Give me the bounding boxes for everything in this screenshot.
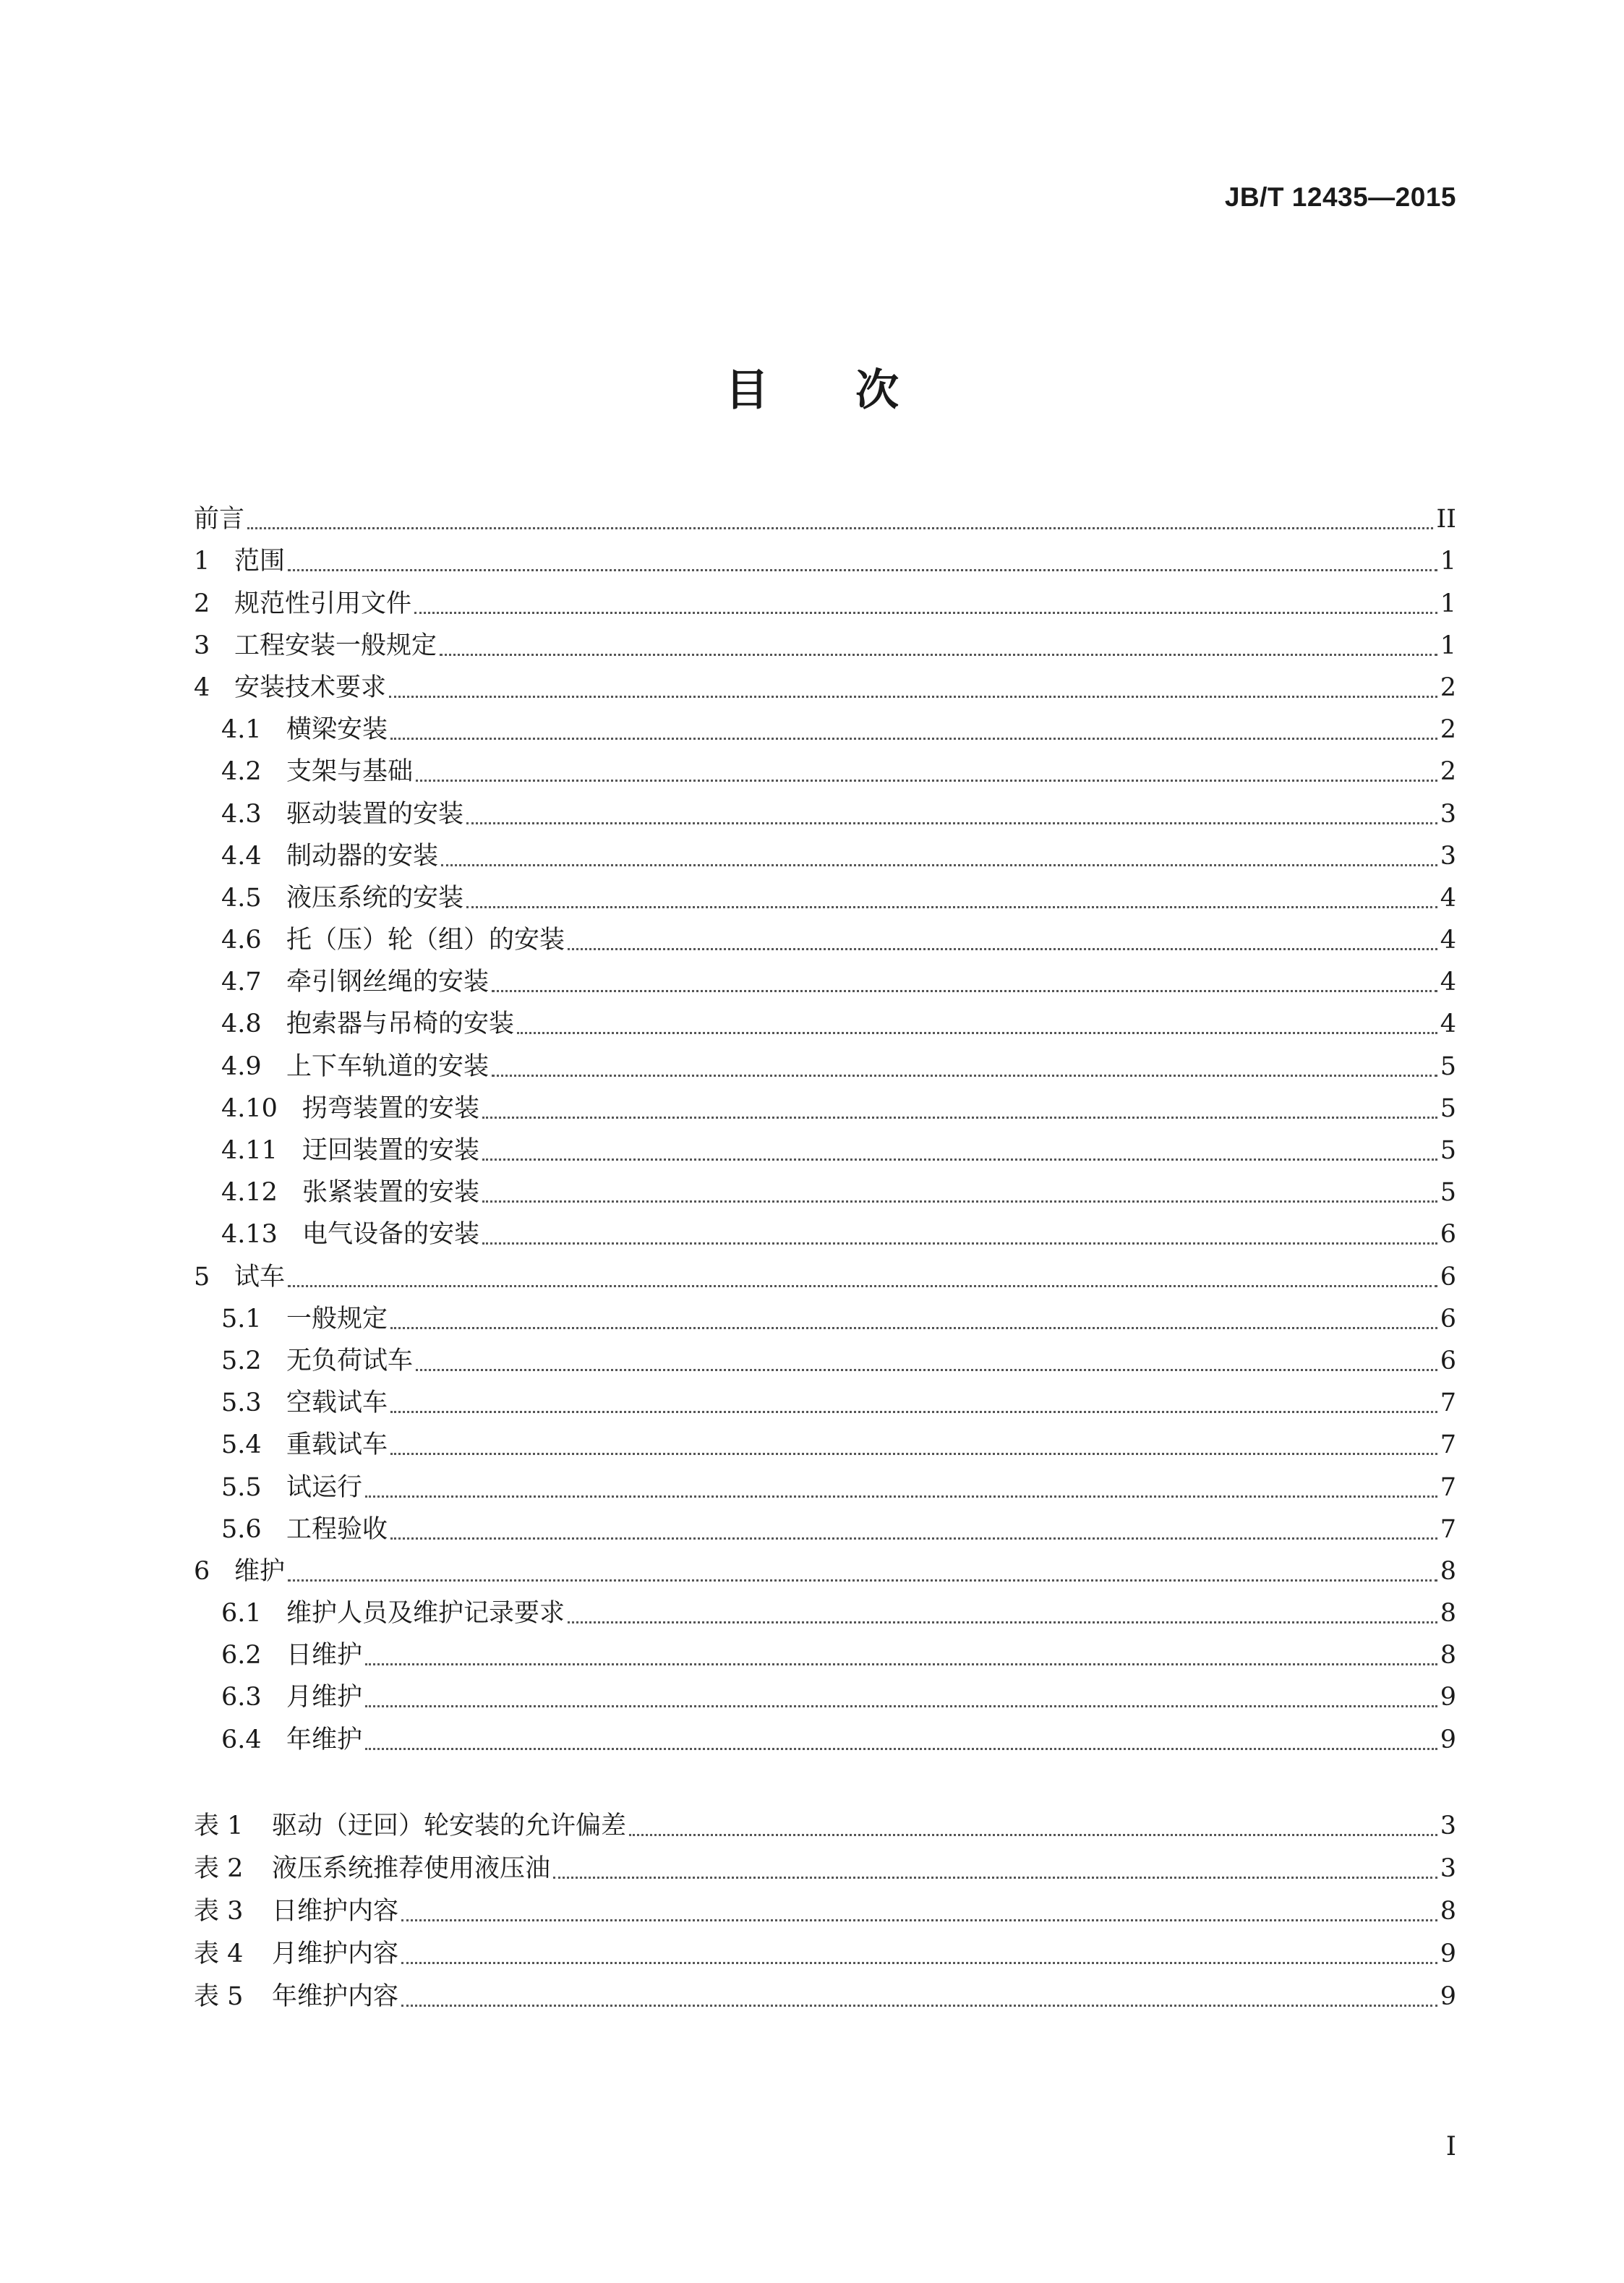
toc-entry-page: 1 — [1440, 547, 1456, 576]
toc-entry[interactable] — [194, 914, 1456, 956]
toc-entry-label: 横梁安装 — [286, 715, 388, 745]
dot-leader — [440, 654, 1437, 656]
toc-entry-page: 8 — [1440, 1599, 1456, 1629]
toc-entry-label: 液压系统推荐使用液压油 — [272, 1854, 551, 1883]
toc-entry-page: 9 — [1440, 1683, 1456, 1712]
toc-entry[interactable] — [194, 746, 1456, 788]
toc-entry-number: 4.11 — [221, 1136, 278, 1165]
toc-entry[interactable] — [194, 620, 1456, 662]
table-of-contents — [194, 493, 1456, 1756]
toc-entry-number: 4.4 — [221, 841, 262, 871]
toc-entry[interactable] — [194, 1545, 1456, 1587]
toc-entry-number: 5.4 — [221, 1430, 262, 1460]
toc-entry[interactable] — [194, 1419, 1456, 1461]
toc-entry[interactable] — [194, 1293, 1456, 1335]
toc-entry-number: 5.2 — [221, 1346, 262, 1375]
toc-entry-page: 6 — [1440, 1304, 1456, 1333]
toc-entry[interactable] — [194, 1842, 1456, 1885]
toc-entry[interactable] — [194, 1629, 1456, 1671]
toc-entry-page: 8 — [1440, 1641, 1456, 1670]
toc-entry-label: 安装技术要求 — [234, 673, 387, 702]
toc-entry-number: 1 — [194, 547, 210, 576]
toc-entry-page: 9 — [1440, 1940, 1456, 1968]
toc-entry-page: 2 — [1440, 673, 1456, 702]
toc-entry-label: 驱动装置的安装 — [286, 799, 464, 829]
toc-entry[interactable] — [194, 1503, 1456, 1545]
toc-entry-page: 8 — [1440, 1556, 1456, 1586]
dot-leader — [390, 738, 1437, 740]
toc-entry-page: 9 — [1440, 1982, 1456, 2011]
toc-entry[interactable] — [194, 872, 1456, 914]
toc-entry[interactable] — [194, 1927, 1456, 1970]
toc-entry-label: 月维护内容 — [272, 1940, 399, 1968]
toc-entry[interactable] — [194, 1970, 1456, 2013]
toc-entry-page: 6 — [1440, 1346, 1456, 1375]
toc-entry-number: 6.1 — [221, 1599, 262, 1629]
toc-entry[interactable] — [194, 1461, 1456, 1503]
toc-entry[interactable] — [194, 1166, 1456, 1208]
toc-entry-page: 1 — [1440, 589, 1456, 618]
toc-entry-number: 4.5 — [221, 883, 262, 913]
dot-leader — [389, 696, 1437, 698]
dot-leader — [482, 1117, 1437, 1119]
toc-entry-label: 工程验收 — [286, 1514, 388, 1544]
toc-entry-number: 4.13 — [221, 1220, 278, 1250]
dot-leader — [517, 1032, 1437, 1034]
toc-entry[interactable] — [194, 493, 1456, 535]
toc-entry-page: 3 — [1440, 1812, 1456, 1840]
title-char-1: 目 — [725, 365, 769, 416]
toc-entry[interactable] — [194, 1885, 1456, 1927]
toc-entry-number: 表 4 — [194, 1940, 244, 1968]
dot-leader — [414, 612, 1437, 614]
toc-entry-page: 7 — [1440, 1430, 1456, 1460]
dot-leader — [288, 1579, 1437, 1582]
list-of-tables — [194, 1799, 1456, 2013]
toc-entry-label: 制动器的安装 — [286, 841, 439, 871]
toc-entry[interactable] — [194, 1040, 1456, 1082]
dot-leader — [466, 822, 1437, 824]
toc-entry-page: 5 — [1440, 1093, 1456, 1123]
toc-entry-page: 2 — [1440, 715, 1456, 745]
title-char-2: 次 — [855, 365, 899, 416]
toc-entry-page: 1 — [1440, 631, 1456, 660]
toc-entry[interactable] — [194, 1083, 1456, 1125]
toc-entry-page: 7 — [1440, 1388, 1456, 1418]
dot-leader — [365, 1495, 1437, 1498]
toc-entry-label: 电气设备的安装 — [302, 1220, 480, 1250]
toc-entry[interactable] — [194, 1671, 1456, 1713]
toc-entry-label: 维护人员及维护记录要求 — [286, 1599, 565, 1629]
toc-entry-label: 工程安装一般规定 — [234, 631, 437, 660]
toc-entry[interactable] — [194, 1587, 1456, 1629]
toc-entry[interactable] — [194, 662, 1456, 704]
toc-entry[interactable] — [194, 535, 1456, 577]
dot-leader — [482, 1158, 1437, 1161]
toc-entry-number: 5.3 — [221, 1388, 262, 1418]
dot-leader — [568, 1621, 1437, 1623]
page-title — [0, 356, 1624, 418]
toc-entry[interactable] — [194, 830, 1456, 872]
dot-leader — [401, 2005, 1437, 2007]
toc-entry-label: 年维护 — [286, 1725, 363, 1754]
toc-entry-label: 重载试车 — [286, 1430, 388, 1460]
toc-entry-label: 驱动（迂回）轮安装的允许偏差 — [272, 1812, 627, 1840]
toc-entry-label: 前言 — [194, 505, 245, 534]
toc-entry[interactable] — [194, 1335, 1456, 1377]
dot-leader — [390, 1537, 1437, 1540]
toc-entry-label: 抱索器与吊椅的安装 — [286, 1010, 515, 1039]
toc-entry-label: 托（压）轮（组）的安装 — [286, 926, 565, 955]
toc-entry-number: 4.9 — [221, 1051, 262, 1081]
dot-leader — [365, 1705, 1437, 1707]
toc-entry[interactable] — [194, 577, 1456, 619]
toc-entry-page: 7 — [1440, 1514, 1456, 1544]
toc-entry[interactable] — [194, 704, 1456, 746]
toc-entry-number: 4.10 — [221, 1093, 278, 1123]
dot-leader — [466, 906, 1437, 908]
toc-entry-page: 5 — [1440, 1178, 1456, 1208]
dot-leader — [492, 990, 1437, 992]
toc-entry-number: 6.2 — [221, 1641, 262, 1670]
toc-entry[interactable] — [194, 1377, 1456, 1419]
toc-entry-label: 牵引钢丝绳的安装 — [286, 968, 490, 997]
toc-entry-label: 月维护 — [286, 1683, 363, 1712]
toc-entry-label: 试车 — [234, 1262, 286, 1292]
toc-entry-number: 5.5 — [221, 1472, 262, 1502]
toc-entry-number: 6.4 — [221, 1725, 262, 1754]
toc-entry-label: 迂回装置的安装 — [302, 1136, 480, 1165]
toc-entry[interactable] — [194, 1799, 1456, 1842]
dot-leader — [482, 1200, 1437, 1203]
toc-entry-page: 4 — [1440, 968, 1456, 997]
toc-entry-label: 范围 — [234, 547, 286, 576]
toc-entry-label: 规范性引用文件 — [234, 589, 412, 618]
dot-leader — [390, 1411, 1437, 1413]
toc-entry[interactable] — [194, 1125, 1456, 1166]
toc-entry-label: 支架与基础 — [286, 757, 414, 787]
toc-entry-page: 9 — [1440, 1725, 1456, 1754]
toc-entry[interactable] — [194, 998, 1456, 1040]
toc-entry[interactable] — [194, 1713, 1456, 1755]
toc-entry-number: 4.12 — [221, 1178, 278, 1208]
dot-leader — [441, 864, 1437, 866]
toc-entry-page: 8 — [1440, 1897, 1456, 1926]
toc-entry-page: 4 — [1440, 1010, 1456, 1039]
toc-entry-label: 日维护内容 — [272, 1897, 399, 1926]
toc-entry-page: 7 — [1440, 1472, 1456, 1502]
toc-entry-number: 4 — [194, 673, 210, 702]
page-number: I — [1445, 2132, 1456, 2162]
toc-entry-page: 6 — [1440, 1262, 1456, 1292]
toc-entry-number: 表 2 — [194, 1854, 244, 1883]
standard-number: JB/T 12435—2015 — [1224, 182, 1456, 212]
toc-entry-page: 3 — [1440, 799, 1456, 829]
toc-entry-label: 一般规定 — [286, 1304, 388, 1333]
toc-entry-label: 液压系统的安装 — [286, 883, 464, 913]
dot-leader — [401, 1962, 1437, 1964]
toc-entry-label: 张紧装置的安装 — [302, 1178, 480, 1208]
toc-entry[interactable] — [194, 788, 1456, 829]
toc-entry-page: 5 — [1440, 1051, 1456, 1081]
dot-leader — [401, 1919, 1437, 1921]
toc-entry[interactable] — [194, 956, 1456, 998]
dot-leader — [288, 1285, 1437, 1287]
toc-entry-number: 6.3 — [221, 1683, 262, 1712]
toc-entry-number: 表 3 — [194, 1897, 244, 1926]
toc-entry[interactable] — [194, 1208, 1456, 1250]
dot-leader — [416, 1369, 1437, 1371]
toc-entry-label: 日维护 — [286, 1641, 363, 1670]
toc-entry-page: 3 — [1440, 1854, 1456, 1883]
toc-entry-number: 2 — [194, 589, 210, 618]
toc-entry-number: 4.1 — [221, 715, 262, 745]
toc-entry[interactable] — [194, 1250, 1456, 1292]
dot-leader — [492, 1075, 1437, 1077]
toc-entry-label: 年维护内容 — [272, 1982, 399, 2011]
toc-entry-page: 4 — [1440, 883, 1456, 913]
toc-entry-label: 拐弯装置的安装 — [302, 1093, 480, 1123]
toc-entry-page: 4 — [1440, 926, 1456, 955]
toc-entry-page: 6 — [1440, 1220, 1456, 1250]
toc-entry-number: 6 — [194, 1556, 210, 1586]
dot-leader — [629, 1834, 1437, 1836]
toc-entry-number: 表 1 — [194, 1812, 244, 1840]
dot-leader — [247, 527, 1433, 529]
toc-entry-label: 无负荷试车 — [286, 1346, 414, 1375]
toc-entry-number: 4.7 — [221, 968, 262, 997]
dot-leader — [365, 1748, 1437, 1750]
dot-leader — [390, 1327, 1437, 1329]
toc-entry-number: 3 — [194, 631, 210, 660]
dot-leader — [553, 1877, 1437, 1879]
toc-entry-label: 维护 — [234, 1556, 286, 1586]
toc-entry-number: 5 — [194, 1262, 210, 1292]
dot-leader — [416, 780, 1437, 782]
dot-leader — [568, 948, 1437, 950]
toc-entry-number: 4.6 — [221, 926, 262, 955]
toc-entry-label: 上下车轨道的安装 — [286, 1051, 490, 1081]
toc-entry-page: 3 — [1440, 841, 1456, 871]
toc-entry-number: 表 5 — [194, 1982, 244, 2011]
toc-entry-page: II — [1436, 505, 1456, 534]
toc-entry-page: 5 — [1440, 1136, 1456, 1165]
dot-leader — [365, 1663, 1437, 1665]
toc-entry-number: 4.8 — [221, 1010, 262, 1039]
toc-entry-number: 4.3 — [221, 799, 262, 829]
toc-entry-number: 5.1 — [221, 1304, 262, 1333]
dot-leader — [482, 1242, 1437, 1245]
toc-entry-number: 4.2 — [221, 757, 262, 787]
dot-leader — [390, 1453, 1437, 1455]
toc-entry-number: 5.6 — [221, 1514, 262, 1544]
toc-entry-page: 2 — [1440, 757, 1456, 787]
toc-entry-label: 试运行 — [286, 1472, 363, 1502]
toc-entry-label: 空载试车 — [286, 1388, 388, 1418]
dot-leader — [288, 569, 1437, 571]
